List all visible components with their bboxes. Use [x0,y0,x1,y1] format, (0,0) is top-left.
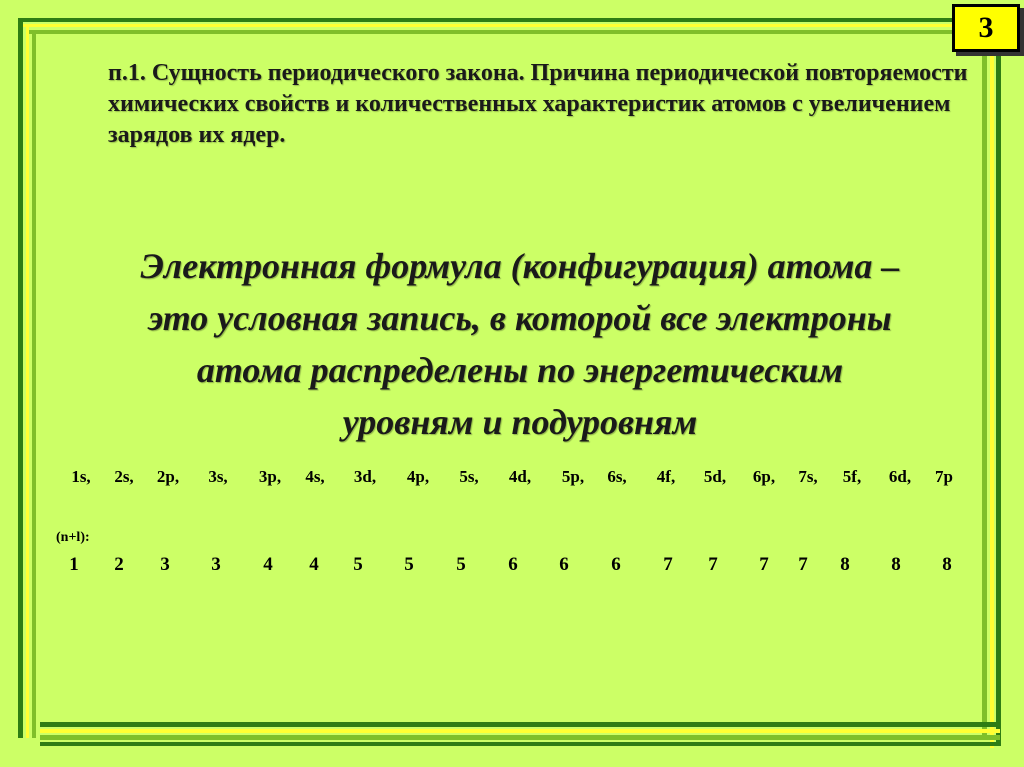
definition-line-1: Электронная формула (конфигурация) атома – [140,246,900,286]
orbital-label: 5s, [459,467,479,486]
orbital-label: 7p [935,467,953,486]
nl-value: 3 [211,554,221,575]
orbital-label: 6d, [888,467,912,486]
nl-value: 1 [69,554,79,575]
orbital-label: 4p, [406,467,430,486]
nl-value: 8 [840,554,850,575]
orbital-label: 5p, [561,467,585,486]
orbital-label: 7s, [798,467,818,486]
nl-value: 3 [160,554,170,575]
orbital-label: 3d, [353,467,377,486]
nl-label: (n+l): [56,530,90,545]
slide-number: 3 [978,11,994,44]
nl-value: 5 [404,554,414,575]
nl-value: 8 [942,554,952,575]
nl-value: 7 [759,554,769,575]
slide-number-badge [952,4,1020,52]
definition-line-2: это условная запись, в которой все электроны [148,298,892,338]
nl-value: 6 [508,554,518,575]
orbital-label: 2s, [114,467,134,486]
definition-line-4: уровням и подуровням [342,402,698,442]
nl-value: 7 [798,554,808,575]
definition-text [60,240,980,448]
nl-value: 7 [708,554,718,575]
orbital-label: 4f, [656,467,676,486]
orbital-label: 5d, [703,467,727,486]
orbital-label: 1s, [71,467,91,486]
nl-value: 6 [559,554,569,575]
section-heading: п.1. Сущность периодического закона. Причина периодической повторяемости химических свойств и количественных характеристик атомов с увеличением зарядов их ядер. [108,60,968,148]
definition-line-3: атома распределены по энергетическим [196,350,844,390]
orbital-label: 3s, [208,467,228,486]
nl-value: 5 [456,554,466,575]
nl-value: 5 [353,554,363,575]
orbital-label: 5f, [842,467,862,486]
orbital-label: 4d, [508,467,532,486]
orbital-label: 6s, [607,467,627,486]
orbital-label: 4s, [305,467,325,486]
nl-value: 2 [114,554,124,575]
orbital-label: 2p, [156,467,180,486]
nl-value: 4 [309,554,319,575]
nl-value: 7 [663,554,673,575]
nl-value: 8 [891,554,901,575]
nl-value: 4 [263,554,273,575]
orbital-label: 3p, [258,467,282,486]
orbital-label: 6p, [752,467,776,486]
nl-value: 6 [611,554,621,575]
